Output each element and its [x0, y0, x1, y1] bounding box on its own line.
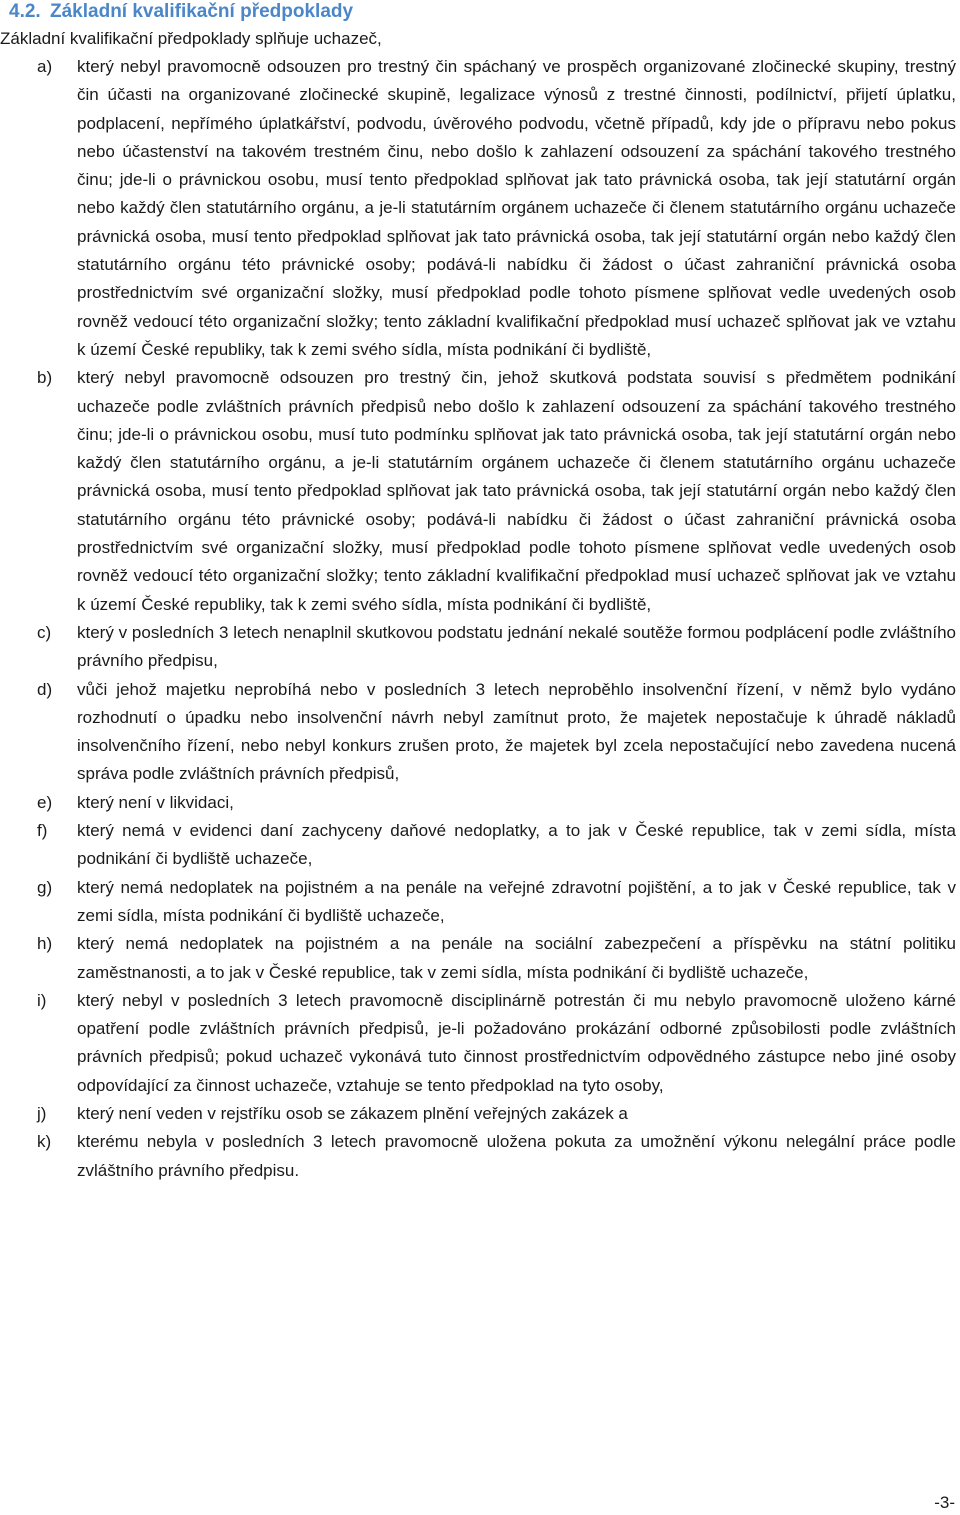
- list-item-text: který není v likvidaci,: [77, 792, 234, 812]
- list-item-text: který nemá nedoplatek na pojistném a na penále na sociální zabezpečení a příspěvku na státní politiku zaměstnanosti, a to jak v České republice, tak v zemi sídla, místa podnikání či bydliště uchazeče,: [77, 934, 956, 982]
- list-item-text: který nemá nedoplatek na pojistném a na penále na veřejné zdravotní pojištění, a to jak v České republice, tak v zemi sídla, místa podnikání či bydliště uchazeče,: [77, 877, 956, 925]
- list-marker: f): [37, 821, 48, 841]
- list-item-text: který nebyl pravomocně odsouzen pro trestný čin, jehož skutková podstata souvisí s předmětem podnikání uchazeče podle zvláštních právních předpisů nebo došlo k zahlazení odsouzení za spáchání takového trestného činu; jde-li o právnickou osobu, musí tuto podmínku splňovat jak tato právnická osoba, tak její statutární orgán nebo každý člen statutárního orgánu, a je-li statutárním orgánem uchazeče či členem statutárního orgánu uchazeče právnická osoba, musí tento předpoklad splňovat jak tato právnická osoba, tak její statutární orgán nebo každý člen statutárního orgánu této právnické osoby; podává-li nabídku či žádost o účast zahraniční právnická osoba prostřednictvím své organizační složky, musí předpoklad podle tohoto písmene splňovat vedle uvedených osob rovněž vedoucí této organizační složky; tento základní kvalifikační předpoklad musí uchazeč splňovat jak ve vztahu k území České republiky, tak k zemi svého sídla, místa podnikání či bydliště,: [77, 368, 956, 614]
- list-item-text: který v posledních 3 letech nenaplnil skutkovou podstatu jednání nekalé soutěže formou podplácení podle zvláštního právního předpisu,: [77, 622, 956, 671]
- list-marker: b): [37, 368, 53, 388]
- list-item-text: kterému nebyla v posledních 3 letech pravomocně uložena pokuta za umožnění výkonu nelegální práce podle zvláštního právního předpisu.: [77, 1132, 956, 1180]
- list-marker: j): [37, 1103, 47, 1123]
- list-item-a: [0, 53, 960, 364]
- list-marker: i): [37, 990, 47, 1010]
- list-item-d: [0, 676, 960, 789]
- list-item-h: [0, 930, 960, 987]
- section-heading: [9, 0, 353, 24]
- list-item-c: [0, 619, 960, 676]
- list-item-text: který nebyl pravomocně odsouzen pro trestný čin spáchaný ve prospěch organizované zločinecké skupiny, trestný čin účasti na organizované zločinecké skupině, legalizace výnosů z trestné činnosti, podílnictví, přijetí úplatku, podplacení, nepřímého úplatkářství, podvodu, úvěrového podvodu, včetně případů, kdy jde o přípravu nebo pokus nebo účastenství na takovém trestném činu, nebo došlo k zahlazení odsouzení za spáchání takového trestného činu; jde-li o právnickou osobu, musí tento předpoklad splňovat jak tato právnická osoba, tak její statutární orgán nebo každý člen statutárního orgánu, a je-li statutárním orgánem uchazeče či členem statutárního orgánu uchazeče právnická osoba, musí tento předpoklad splňovat jak tato právnická osoba, tak její statutární orgán nebo každý člen statutárního orgánu této právnické osoby; podává-li nabídku či žádost o účast zahraniční právnická osoba prostřednictvím své organizační složky, musí předpoklad podle tohoto písmene splňovat vedle uvedených osob rovněž vedoucí této organizační složky; tento základní kvalifikační předpoklad musí uchazeč splňovat jak ve vztahu k území České republiky, tak k zemi svého sídla, místa podnikání či bydliště,: [77, 57, 956, 359]
- list-item-i: [0, 987, 960, 1100]
- list-marker: g): [37, 877, 53, 897]
- list-item-text: který není veden v rejstříku osob se zákazem plnění veřejných zakázek a: [77, 1103, 628, 1123]
- list-marker: h): [37, 934, 53, 954]
- section-number: 4.2.: [9, 1, 41, 22]
- list-marker: k): [37, 1132, 52, 1152]
- list-item-text: který nemá v evidenci daní zachyceny daňové nedoplatky, a to jak v České republice, tak v zemi sídla, místa podnikání či bydliště uchazeče,: [77, 821, 956, 869]
- intro-paragraph: Základní kvalifikační předpoklady splňuje uchazeč,: [0, 29, 382, 48]
- page-number: -3-: [934, 1493, 955, 1512]
- list-item-text: vůči jehož majetku neprobíhá nebo v posledních 3 letech neproběhlo insolvenční řízení, v němž bylo vydáno rozhodnutí o úpadku nebo insolvenční návrh nebyl zamítnut proto, že majetek nepostačuje k úhradě nákladů insolvenčního řízení, nebo nebyl konkurs zrušen proto, že majetek byl zcela nepostačující nebo zavedena nucená správa podle zvláštních právních předpisů,: [77, 679, 956, 784]
- list-marker: d): [37, 679, 53, 699]
- list-item-k: [0, 1128, 960, 1185]
- section-title: Základní kvalifikační předpoklady: [50, 1, 354, 22]
- list-item-b: [0, 364, 960, 619]
- list-item-g: [0, 874, 960, 931]
- list-item-f: [0, 817, 960, 874]
- list-item-text: který nebyl v posledních 3 letech pravomocně disciplinárně potrestán či mu nebylo pravomocně uloženo kárné opatření podle zvláštních právních předpisů, je-li požadováno prokázání odborné způsobilosti podle zvláštních právních předpisů; pokud uchazeč vykonává tuto činnost prostřednictvím odpovědného zástupce nebo jiné osoby odpovídající za činnost uchazeče, vztahuje se tento předpoklad na tyto osoby,: [77, 990, 956, 1095]
- list-marker: e): [37, 792, 53, 812]
- requirements-list: [0, 53, 960, 1185]
- list-marker: c): [37, 622, 52, 642]
- list-item-e: [0, 789, 960, 817]
- list-item-j: [0, 1100, 960, 1128]
- list-marker: a): [37, 57, 53, 76]
